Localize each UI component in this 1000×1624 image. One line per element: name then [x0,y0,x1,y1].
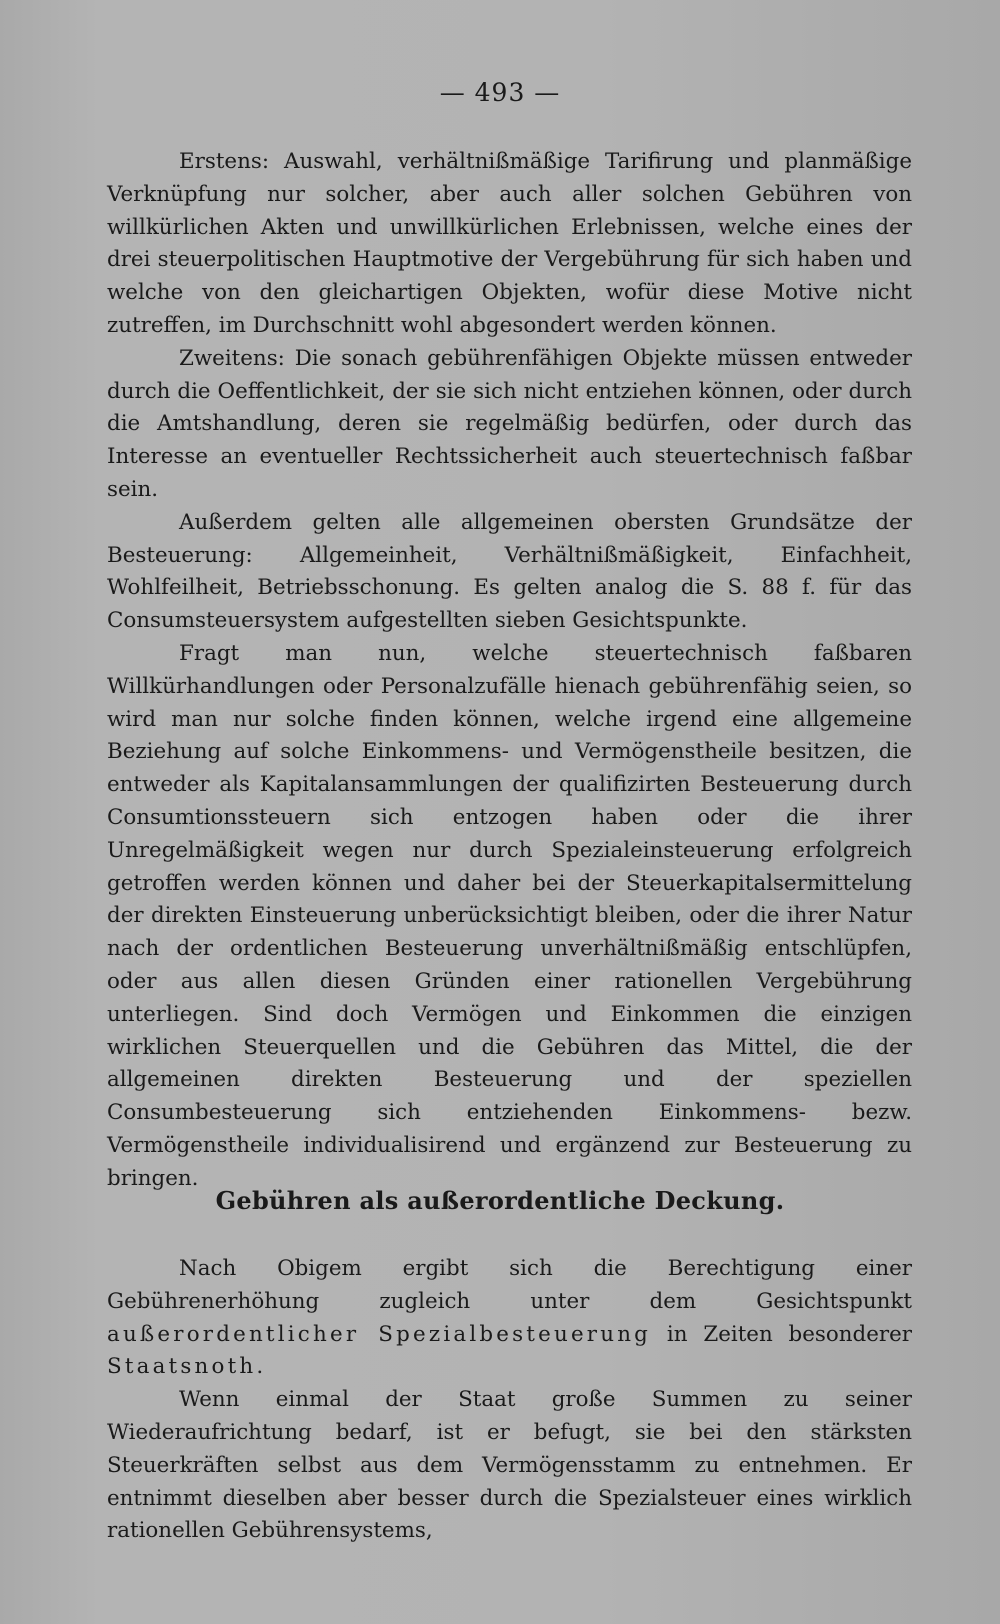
page-number: — 493 — [439,78,561,107]
paragraph-fragt-man: Fragt man nun, welche steuertechnisch faßbaren Willkürhandlungen oder Personalzufälle hienach gebührenfähig seien, so wird man nur solche finden können, welche irgend eine allgemeine Beziehung auf solche Einkommens- und Vermögenstheile besitzen, die entweder als Kapitalansammlungen der qualifizirten Besteuerung durch Consumtionssteuern sich entzogen haben oder die ihrer Unregelmäßigkeit wegen nur durch Spezialeinsteuerung erfolgreich getroffen werden können und daher bei der Steuerkapitalsermittelung der direkten Einsteuerung unberücksichtigt bleiben, oder die ihrer Natur nach der ordentlichen Besteuerung unverhältnißmäßig entschlüpfen, oder aus allen diesen Gründen einer rationellen Vergebührung unterliegen. Sind doch Vermögen und Einkommen die einzigen wirklichen Steuerquellen und die Gebühren das Mittel, die der allgemeinen direkten Besteuerung und der speziellen Consumbesteuerung sich entziehenden Einkommens- bezw. Vermögenstheile individualisirend und ergänzend zur Besteuerung zu bringen. [107,640,912,1191]
text-run: Nach Obigem ergibt sich die Berechtigung einer Gebührenerhöhung zugleich unter dem Gesichtspunkt [107,1256,912,1314]
paragraph-wenn-einmal: Wenn einmal der Staat große Summen zu seiner Wiederaufrichtung bedarf, ist er befugt, sie bei den stärksten Steuerkräften selbst aus dem Vermögensstamm zu entnehmen. Er entnimmt dieselben aber besser durch die Spezialsteuer eines wirklich rationellen Gebührensystems, [107,1387,912,1544]
paragraph-erstens: Erstens: Auswahl, verhältnißmäßige Tarifirung und planmäßige Verknüpfung nur solcher, aber auch aller solchen Gebühren von willkürlichen Akten und unwillkürlichen Erlebnissen, welche eines der drei steuerpolitischen Hauptmotive der Vergebührung für sich haben und welche von den gleichartigen Objekten, wofür diese Motive nicht zutreffen, im Durchschnitt wohl abgesondert werden können. [107,149,912,338]
paragraph-zweitens: Zweitens: Die sonach gebührenfähigen Objekte müssen entweder durch die Oeffentlichkeit, der sie sich nicht entziehen können, oder durch die Amtshandlung, deren sie regelmäßig bedürfen, oder durch das Interesse an eventueller Rechtssicherheit auch steuertechnisch faßbar sein. [107,345,912,502]
paragraph-ausserdem: Außerdem gelten alle allgemeinen obersten Grundsätze der Besteuerung: Allgemeinheit, Verhältnißmäßigkeit, Einfachheit, Wohlfeilheit, Betriebsschonung. Es gelten analog die S. 88 f. für das Consumsteuersystem aufgestellten sieben Gesichtspunkte. [107,509,912,634]
text-run: . [256,1354,264,1380]
emphasized-text: außerordentlicher Spezialbesteuerung [107,1321,652,1347]
text-run: in Zeiten besonderer [651,1321,912,1347]
section-text-block [107,1253,912,1548]
main-text-block [107,146,912,1196]
section-heading: Gebühren als außerordentliche Deckung. [215,1186,785,1215]
emphasized-text: Staatsnoth [107,1354,257,1380]
paragraph-nach-obigem [107,1253,912,1384]
